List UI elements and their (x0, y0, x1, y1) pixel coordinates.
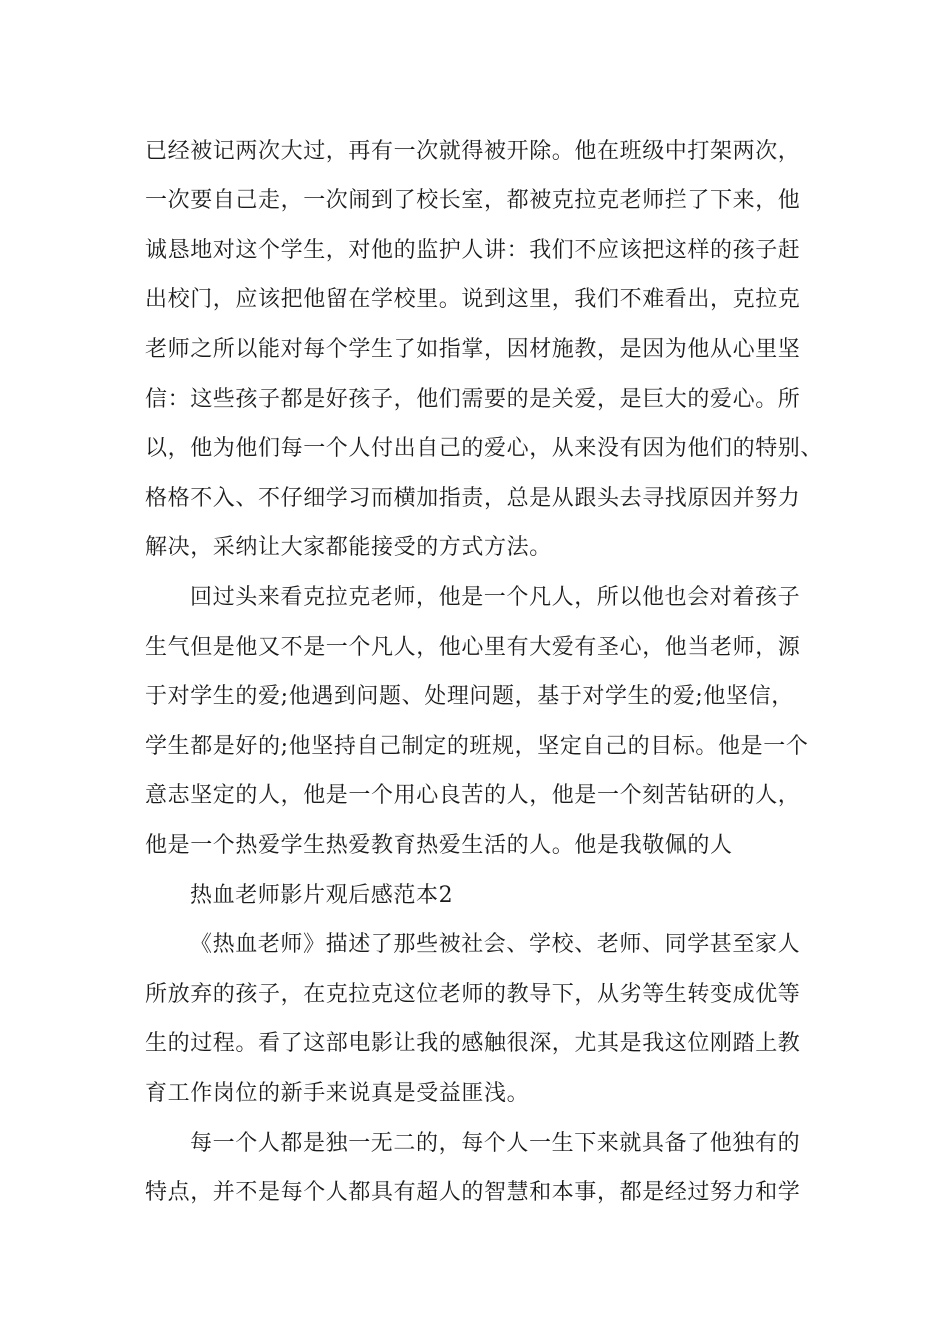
paragraph-line: 诚恳地对这个学生，对他的监护人讲：我们不应该把这样的孩子赶 (145, 238, 801, 263)
paragraph-line: 信：这些孩子都是好孩子，他们需要的是关爱，是巨大的爱心。所 (145, 387, 801, 412)
paragraph-line: 以，他为他们每一个人付出自己的爱心，从来没有因为他们的特别、 (145, 436, 824, 461)
paragraph-line: 《热血老师》描述了那些被社会、学校、老师、同学甚至家人 (190, 932, 801, 957)
paragraph-line: 格格不入、不仔细学习而横加指责，总是从跟头去寻找原因并努力 (145, 486, 801, 511)
paragraph-line: 回过头来看克拉克老师，他是一个凡人，所以他也会对着孩子 (190, 585, 801, 610)
paragraph-line: 于对学生的爱;他遇到问题、处理问题，基于对学生的爱;他坚信， (145, 684, 794, 709)
paragraph-line: 学生都是好的;他坚持自己制定的班规，坚定自己的目标。他是一个 (145, 734, 809, 759)
paragraph-line: 老师之所以能对每个学生了如指掌，因材施教，是因为他从心里坚 (145, 337, 801, 362)
paragraph-line: 解决，采纳让大家都能接受的方式方法。 (145, 535, 552, 560)
paragraph-line: 一次要自己走，一次闹到了校长室，都被克拉克老师拦了下来，他 (145, 188, 801, 213)
paragraph-line: 生的过程。看了这部电影让我的感触很深，尤其是我这位刚踏上教 (145, 1031, 801, 1056)
paragraph-line: 所放弃的孩子，在克拉克这位老师的教导下，从劣等生转变成优等 (145, 982, 801, 1007)
paragraph-line: 他是一个热爱学生热爱教育热爱生活的人。他是我敬佩的人 (145, 833, 733, 858)
paragraph-line: 育工作岗位的新手来说真是受益匪浅。 (145, 1081, 530, 1106)
paragraph-line: 每一个人都是独一无二的，每个人一生下来就具备了他独有的 (190, 1131, 801, 1156)
paragraph-line: 特点，并不是每个人都具有超人的智慧和本事，都是经过努力和学 (145, 1180, 801, 1205)
section-heading: 热血老师影片观后感范本2 (190, 883, 454, 908)
paragraph-line: 已经被记两次大过，再有一次就得被开除。他在班级中打架两次， (145, 139, 801, 164)
paragraph-line: 生气但是他又不是一个凡人，他心里有大爱有圣心，他当老师，源 (145, 635, 801, 660)
paragraph-line: 意志坚定的人，他是一个用心良苦的人，他是一个刻苦钻研的人， (145, 783, 801, 808)
paragraph-line: 出校门，应该把他留在学校里。说到这里，我们不难看出，克拉克 (145, 287, 801, 312)
